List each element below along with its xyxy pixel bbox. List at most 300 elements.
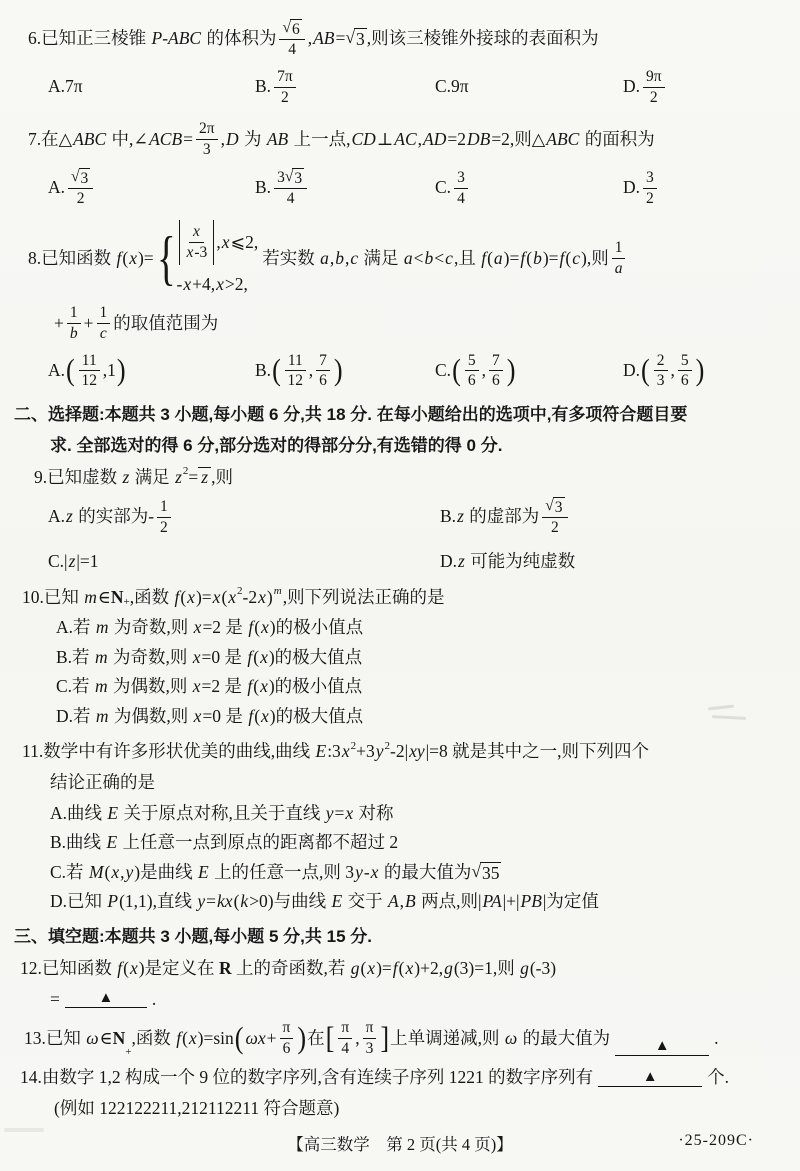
text-run: , xyxy=(481,360,486,381)
text-run: )= xyxy=(137,247,154,268)
text-run: )= xyxy=(542,247,559,268)
paren-delimiter: ( xyxy=(272,353,281,388)
text-run: 3 xyxy=(202,141,211,159)
text-run: 两点,则| xyxy=(416,891,482,912)
superscript xyxy=(273,586,283,597)
text-run: 13.已知 xyxy=(24,1028,86,1049)
overline-conjugate xyxy=(198,467,211,487)
math-variable: m xyxy=(273,585,282,598)
fraction-denominator xyxy=(288,40,296,59)
text-run: 的实部为- xyxy=(73,506,155,527)
text-run: (1,1),直线 xyxy=(119,891,197,912)
radicand xyxy=(354,28,367,49)
math-variable: x xyxy=(258,586,266,607)
question-9-options-row1-B xyxy=(440,495,786,539)
section-2-header-line2 xyxy=(14,433,786,459)
fraction xyxy=(279,19,304,59)
question-9-options-row2 xyxy=(14,549,786,574)
text-run: ⩽2, xyxy=(230,231,259,252)
radicand xyxy=(292,168,304,187)
text-run: ( xyxy=(253,676,260,697)
math-variable: b xyxy=(424,247,434,268)
fraction-numerator xyxy=(338,1019,352,1039)
text-run: 求. 全部选对的得 6 分,部分选对的得部分分,有选错的得 0 分. xyxy=(50,435,503,455)
text-run: ( xyxy=(123,957,129,978)
fraction-numerator xyxy=(465,352,479,372)
answer-blank: ▲ xyxy=(598,1069,702,1088)
fraction-numerator xyxy=(68,168,93,189)
math-variable: g xyxy=(444,957,453,978)
fraction-numerator xyxy=(654,352,668,372)
text-run: 8.已知函数 xyxy=(28,247,116,268)
question-7-options-A xyxy=(48,166,255,210)
text-run: C. xyxy=(435,360,452,381)
math-variable: x xyxy=(193,617,202,638)
math-variable: b xyxy=(533,247,542,268)
question-13-stem xyxy=(14,1017,786,1060)
text-run: =0 是 xyxy=(202,705,248,726)
math-variable: y xyxy=(375,741,384,762)
text-run: ∈ xyxy=(97,586,111,607)
math-variable: f xyxy=(392,957,398,978)
text-run: -2 xyxy=(242,586,258,607)
math-variable: f xyxy=(247,646,253,667)
math-variable: f xyxy=(248,705,254,726)
text-run: 3 xyxy=(457,168,465,186)
math-variable: kx xyxy=(217,891,233,912)
text-run: , xyxy=(307,28,313,49)
math-variable: x xyxy=(212,586,221,607)
text-run: A.7π xyxy=(48,76,83,97)
text-run: (3)=1,则 xyxy=(453,957,520,978)
fraction-numerator xyxy=(274,68,296,88)
fraction xyxy=(338,1019,352,1058)
radicand xyxy=(79,168,91,187)
math-variable: x xyxy=(370,861,379,882)
text-run: A.曲线 xyxy=(50,802,107,823)
text-run: 中,∠ xyxy=(107,129,149,150)
text-run: 4 xyxy=(457,189,465,207)
text-run: + xyxy=(83,312,94,333)
question-11-options-C xyxy=(50,860,786,885)
math-variable: E xyxy=(107,802,119,823)
math-variable: x xyxy=(187,586,195,607)
text-run: 为奇数,则 xyxy=(109,617,193,638)
math-variable: x xyxy=(367,957,376,978)
math-bold-symbol: R xyxy=(218,957,232,978)
math-variable: z xyxy=(201,467,209,488)
question-10-stem xyxy=(14,584,786,610)
math-variable: b xyxy=(69,324,78,342)
text-run: 12 xyxy=(81,372,97,390)
text-run: A.若 xyxy=(56,617,95,638)
section-3-header xyxy=(14,924,786,950)
math-variable: x xyxy=(260,676,268,697)
math-variable: x xyxy=(261,705,269,726)
paren-group xyxy=(65,350,127,393)
text-run: )=sin xyxy=(197,1028,234,1049)
text-run: 2 xyxy=(76,190,85,208)
fraction-denominator xyxy=(614,259,624,278)
math-variable: x xyxy=(341,741,350,762)
text-run: =2 是 xyxy=(202,617,248,638)
text-run: π xyxy=(365,1019,374,1037)
text-run: ( xyxy=(122,247,129,268)
text-run: )= xyxy=(376,957,392,978)
text-run: 3 xyxy=(294,170,303,188)
fraction-denominator xyxy=(287,189,295,208)
math-variable: x xyxy=(129,957,138,978)
text-run: 2 xyxy=(656,351,665,369)
math-variable: ω xyxy=(504,1028,518,1049)
math-variable: E xyxy=(197,861,209,882)
fraction xyxy=(465,352,479,391)
fraction-denominator xyxy=(366,1039,374,1058)
question-11-options-A xyxy=(50,801,786,826)
text-run: ∈ xyxy=(99,1028,113,1049)
fraction xyxy=(97,304,111,343)
text-run: |+| xyxy=(502,891,520,912)
text-run: 在 xyxy=(307,1028,325,1049)
math-variable: y xyxy=(325,802,334,823)
question-7-options xyxy=(14,166,786,210)
text-run: = xyxy=(50,988,60,1009)
fraction-numerator xyxy=(542,497,567,518)
fraction-denominator xyxy=(281,88,289,107)
math-variable: z xyxy=(66,506,73,527)
footer-page-label: 【高三数学 第 2 页(共 4 页)】 xyxy=(287,1135,513,1154)
text-run: 6.已知正三棱锥 xyxy=(28,28,151,49)
text-run: >0)与曲线 xyxy=(249,891,331,912)
text-run: 上任意一点到原点的距离都不超过 2 xyxy=(118,832,399,853)
fraction xyxy=(280,1019,294,1058)
text-run: =2 xyxy=(447,129,466,150)
text-run: 的虚部为 xyxy=(464,506,540,527)
text-run: 5 xyxy=(680,351,689,369)
fraction-numerator xyxy=(678,352,692,372)
math-variable: z xyxy=(122,466,130,487)
fraction xyxy=(68,168,93,208)
text-run: 2 xyxy=(649,88,658,106)
text-run: 2 xyxy=(646,189,654,207)
text-run: B.曲线 xyxy=(50,832,106,853)
fraction-denominator xyxy=(160,518,168,537)
math-variable: E xyxy=(106,832,118,853)
text-run: 为偶数,则 xyxy=(108,676,192,697)
fraction-denominator xyxy=(681,371,689,390)
square-root xyxy=(545,497,564,516)
text-run: )+2, xyxy=(414,957,444,978)
text-run: ),则 xyxy=(581,247,609,268)
question-12-answer-line xyxy=(14,986,786,1012)
math-variable: z xyxy=(175,466,182,487)
paren-delimiter: ( xyxy=(66,353,75,388)
math-variable: xy xyxy=(409,741,425,762)
text-run: - xyxy=(176,273,183,294)
text-run: +3 xyxy=(356,741,375,762)
math-variable: c xyxy=(572,247,580,268)
text-run: 6 xyxy=(291,21,300,38)
math-variable: m xyxy=(95,705,109,726)
text-run: ,则 xyxy=(211,466,233,487)
math-bold-symbol: N xyxy=(110,586,124,607)
math-variable: y xyxy=(197,891,206,912)
math-variable: b xyxy=(335,247,345,268)
question-10-options-C xyxy=(56,674,786,699)
fraction-numerator xyxy=(97,304,111,324)
text-run: - xyxy=(363,861,370,882)
text-run: = xyxy=(188,466,199,487)
math-variable: x xyxy=(260,646,268,667)
text-run: )的极大值点 xyxy=(268,646,363,667)
text-run: )= xyxy=(195,586,212,607)
question-10-options-B xyxy=(56,645,786,670)
text-run: ,则下列说法正确的是 xyxy=(282,586,445,607)
fraction-denominator xyxy=(288,371,304,390)
question-12-stem xyxy=(14,955,786,981)
question-6-options xyxy=(14,66,786,109)
math-variable: ω xyxy=(86,1028,99,1049)
text-run: 3 xyxy=(656,372,665,390)
math-variable: g xyxy=(520,957,529,978)
text-run: 上的任意一点,则 3 xyxy=(209,861,355,882)
math-variable: c xyxy=(350,247,359,268)
question-6-options-B xyxy=(255,66,435,109)
fraction-denominator xyxy=(457,189,465,208)
text-run: + xyxy=(125,1046,132,1059)
math-variable: P xyxy=(107,891,119,912)
math-variable: z xyxy=(457,506,464,527)
text-run: 11 xyxy=(81,351,97,369)
text-run: 上的奇函数,若 xyxy=(231,957,350,978)
text-run: 为偶数,则 xyxy=(109,705,193,726)
radicand xyxy=(553,497,565,516)
question-8-stem-line2 xyxy=(14,302,786,345)
text-run: 4 xyxy=(288,41,296,59)
text-run: )的极小值点 xyxy=(269,617,364,638)
fraction-denominator xyxy=(81,371,97,390)
math-variable: f xyxy=(520,247,526,268)
text-run: 的最大值为 xyxy=(379,861,472,882)
text-run: 2 xyxy=(551,519,559,537)
math-variable: c xyxy=(445,247,453,268)
math-variable: x xyxy=(192,676,201,697)
math-variable: x xyxy=(183,273,192,294)
text-run: ( xyxy=(565,247,572,268)
fraction xyxy=(79,352,100,391)
text-run: ( xyxy=(254,705,261,726)
math-variable: DB xyxy=(466,129,491,150)
math-variable: ABC xyxy=(73,129,107,150)
math-variable: ACB xyxy=(149,129,183,150)
fraction xyxy=(274,168,307,208)
question-8-stem xyxy=(14,220,786,297)
math-variable: a xyxy=(320,247,329,268)
text-run: C.若 xyxy=(56,676,94,697)
radical-sign: √ xyxy=(71,168,80,186)
text-run: 35 xyxy=(481,862,500,883)
fraction xyxy=(67,304,81,343)
text-run: < xyxy=(434,247,445,268)
fraction-numerator xyxy=(189,223,204,243)
text-run: 1 xyxy=(69,303,78,321)
text-run: 6 xyxy=(467,372,476,390)
radicand xyxy=(290,19,302,38)
text-run: 2 xyxy=(160,518,168,536)
text-run: , xyxy=(670,360,675,381)
square-root xyxy=(471,862,501,883)
text-run: 关于原点对称,且关于直线 xyxy=(119,802,325,823)
text-run: ,函数 xyxy=(129,586,174,607)
paren-delimiter: ) xyxy=(333,353,343,388)
math-variable: a xyxy=(493,247,503,268)
text-run: ( xyxy=(360,957,367,978)
bracket-delimiter: [ xyxy=(325,1021,335,1056)
section-2-header-line1 xyxy=(14,402,786,428)
fraction-numerator xyxy=(643,68,665,88)
math-variable: x xyxy=(228,586,237,607)
paren-delimiter: ) xyxy=(506,353,516,388)
math-variable: x xyxy=(186,243,194,261)
text-run: B. xyxy=(255,177,272,198)
radical-sign: √ xyxy=(284,168,294,186)
text-run: C.若 xyxy=(50,861,88,882)
text-run: )是定义在 xyxy=(138,957,219,978)
text-run: 5 xyxy=(467,351,476,369)
text-run: B. xyxy=(440,506,457,527)
math-variable: m xyxy=(94,676,108,697)
fraction-numerator xyxy=(643,169,657,189)
text-run: C. xyxy=(435,177,452,198)
math-variable: m xyxy=(84,586,97,607)
text-run: , xyxy=(308,360,314,381)
math-variable: x xyxy=(345,802,354,823)
text-run: 2 xyxy=(350,739,357,752)
text-run: = xyxy=(183,129,194,150)
fraction xyxy=(678,352,692,391)
curly-brace: { xyxy=(156,224,176,291)
text-run: A. xyxy=(48,177,66,198)
question-9-options-row2-A xyxy=(48,549,440,574)
math-variable: z xyxy=(458,551,465,572)
text-run: 若实数 xyxy=(262,247,320,268)
math-variable: x xyxy=(192,222,200,240)
paren-group xyxy=(640,350,705,393)
text-run: = xyxy=(334,802,345,823)
fraction-numerator xyxy=(612,239,626,259)
fraction xyxy=(454,169,468,208)
math-variable: E xyxy=(331,891,343,912)
fraction-denominator xyxy=(77,189,85,208)
text-run: 7 xyxy=(319,351,327,369)
math-variable: c xyxy=(99,324,107,342)
paren-delimiter: ( xyxy=(234,1021,244,1056)
math-bold-symbol: N xyxy=(112,1028,126,1049)
text-run: ( xyxy=(253,646,260,667)
text-run: 14.由数字 1,2 构成一个 9 位的数字序列,含有连续子序列 1221 的数字序列有 xyxy=(20,1067,594,1088)
fraction xyxy=(274,68,296,107)
question-8-options-A xyxy=(48,350,255,393)
fraction-numerator xyxy=(489,352,503,372)
text-run: ( xyxy=(526,247,533,268)
paren-delimiter: ) xyxy=(695,353,705,388)
math-variable: x xyxy=(261,617,269,638)
text-run: (例如 122122211,212112211 符合题意) xyxy=(54,1098,340,1119)
question-8-options xyxy=(14,350,786,393)
math-variable: a xyxy=(403,247,413,268)
answer-blank: ▲ xyxy=(65,990,147,1009)
paren-delimiter: ) xyxy=(297,1021,307,1056)
text-run: +4, xyxy=(192,273,216,294)
cases-column xyxy=(177,220,259,297)
text-run: =2,则△ xyxy=(491,129,546,150)
math-variable: k xyxy=(240,891,249,912)
fraction-denominator xyxy=(319,371,327,390)
text-run: 2π xyxy=(199,120,215,138)
text-run: =2 是 xyxy=(201,676,247,697)
question-10-options-D xyxy=(56,704,786,729)
math-variable: M xyxy=(88,861,104,882)
question-9-options-row1 xyxy=(14,495,786,539)
text-run: 上单调递减,则 xyxy=(390,1028,504,1049)
text-run: = xyxy=(206,891,217,912)
text-run: 9.已知虚数 xyxy=(34,466,122,487)
bracket-delimiter: ] xyxy=(380,1021,390,1056)
fraction xyxy=(612,239,626,278)
text-run: ,且 xyxy=(453,247,481,268)
fraction-denominator xyxy=(468,371,476,390)
text-run: 6 xyxy=(491,372,500,390)
question-11-options-B xyxy=(50,830,786,855)
fraction-numerator xyxy=(196,120,218,140)
question-8-options-D xyxy=(623,350,786,393)
math-variable: D xyxy=(225,129,239,150)
text-run: , xyxy=(399,891,405,912)
text-run: 3 xyxy=(277,168,285,186)
fraction xyxy=(363,1019,377,1058)
text-run: 的取值范围为 xyxy=(113,312,219,333)
question-6-options-C xyxy=(435,66,623,109)
text-run: |=1 xyxy=(76,551,99,572)
text-run: B.若 xyxy=(56,646,94,667)
question-6-options-A xyxy=(48,66,255,109)
text-run: ( xyxy=(104,861,111,882)
text-run: 12.已知函数 xyxy=(20,957,117,978)
fraction-denominator xyxy=(283,1039,291,1058)
text-run: 2 xyxy=(237,585,243,598)
paren-delimiter: ( xyxy=(641,353,650,388)
question-9-options-row1-A xyxy=(48,495,440,539)
math-variable: y xyxy=(355,861,363,882)
text-run: D. xyxy=(623,76,641,97)
text-run: 7π xyxy=(277,67,293,85)
math-variable: AB xyxy=(313,28,335,49)
fraction xyxy=(489,352,503,391)
math-variable: z xyxy=(68,551,76,572)
math-variable: x xyxy=(216,273,224,294)
text-run: 三、填空题:本题共 3 小题,每小题 5 分,共 15 分. xyxy=(14,927,372,947)
radical-sign: √ xyxy=(545,497,554,515)
question-10-options-A xyxy=(56,615,786,640)
math-variable: B xyxy=(405,891,416,912)
text-run: D.已知 xyxy=(50,891,107,912)
math-variable: f xyxy=(247,676,253,697)
text-run: ,则该三棱锥外接球的表面积为 xyxy=(366,28,599,49)
text-run: 7 xyxy=(491,351,500,369)
text-run: 6 xyxy=(319,372,327,390)
text-run: , xyxy=(355,1028,360,1049)
math-variable: x xyxy=(405,957,414,978)
